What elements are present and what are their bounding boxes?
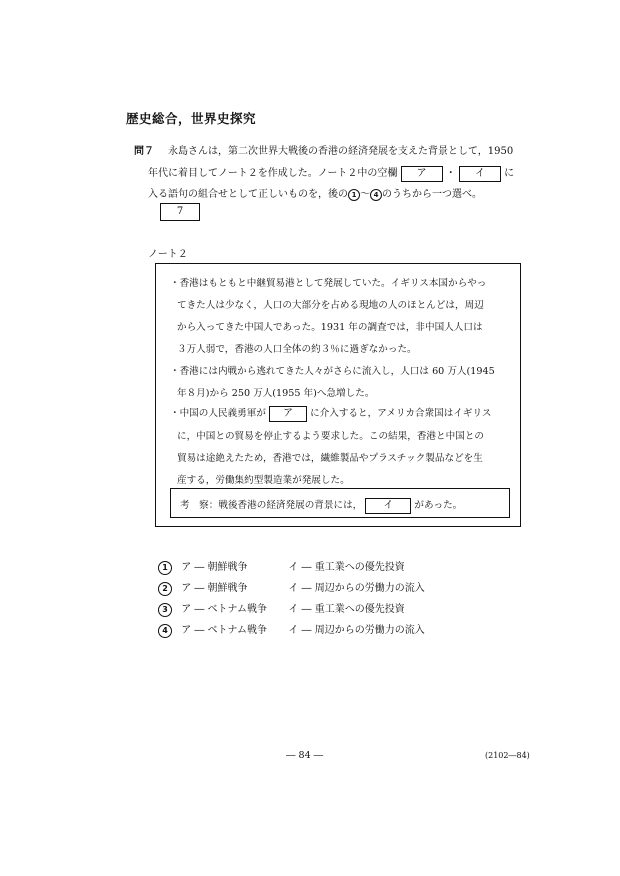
question-line-2-end: に xyxy=(504,168,515,179)
question-line-3-end: のうちから一つ選べ。 xyxy=(382,189,482,200)
note-line: から入ってきた中国人であった。1931 年の調査では，非中国人人口は xyxy=(177,322,483,333)
choice-number: 2 xyxy=(158,582,172,596)
choice-i: イ ― 周辺からの労働力の流入 xyxy=(288,583,425,594)
choice-a: ア ― 朝鮮戦争 xyxy=(181,583,248,594)
note-line: ３万人弱で，香港の人口全体の約３％に過ぎなかった。 xyxy=(177,344,417,355)
separator-dot: ・ xyxy=(445,168,456,179)
consideration-label: 考 察：戦後香港の経済発展の背景には， xyxy=(180,500,363,511)
choice-3[interactable] xyxy=(158,600,405,617)
note-line: てきた人は少なく，人口の大部分を占める現地の人のほとんどは，周辺 xyxy=(177,300,484,311)
consideration-end: があった。 xyxy=(414,500,463,511)
note-line: に，中国との貿易を停止するよう要求した。この結果，香港と中国との xyxy=(177,431,484,442)
note-line: 貿易は途絶えたため，香港では，繊維製品やプラスチック製品などを生 xyxy=(177,453,483,464)
choice-1[interactable] xyxy=(158,558,405,575)
page-number: ― 84 ― xyxy=(286,750,324,761)
page-code: (2102―84) xyxy=(485,751,530,760)
note-line: ・香港はもともと中継貿易港として発展していた。イギリス本国からやっ xyxy=(170,278,487,289)
question-line-3 xyxy=(148,185,482,201)
choice-number: 1 xyxy=(158,561,172,575)
choice-a: ア ― 朝鮮戦争 xyxy=(181,562,248,573)
note-title: ノート２ xyxy=(148,249,188,260)
choice-a: ア ― ベトナム戦争 xyxy=(181,604,268,615)
note-line: 産する，労働集約型製造業が発展した。 xyxy=(177,475,350,486)
note-line-7-end: に介入すると，アメリカ合衆国はイギリス xyxy=(310,408,492,419)
note-line-7-text: ・中国の人民義勇軍が xyxy=(170,408,266,419)
choice-i: イ ― 重工業への優先投資 xyxy=(288,604,405,615)
blank-i-box: イ xyxy=(459,166,501,182)
question-line-2-text: 年代に着目してノート２を作成した。ノート２中の空欄 xyxy=(148,168,398,179)
blank-a-box: ア xyxy=(401,166,443,182)
range-end-number: 4 xyxy=(370,189,382,201)
note-line: ・香港には内戦から逃れてきた人々がさらに流入し，人口は 60 万人(1945 xyxy=(170,366,495,377)
consideration-text xyxy=(180,497,462,514)
note-line: 年８月)から 250 万人(1955 年)へ急増した。 xyxy=(177,388,375,399)
answer-number-box: 7 xyxy=(160,203,200,221)
note-blank-a-box: ア xyxy=(269,406,307,422)
range-start-number: 1 xyxy=(348,189,360,201)
note-line-korean-war xyxy=(170,405,491,422)
choice-4[interactable] xyxy=(158,621,425,638)
question-label: 問７ xyxy=(134,146,154,157)
choice-i: イ ― 周辺からの労働力の流入 xyxy=(288,625,425,636)
choice-number: 3 xyxy=(158,603,172,617)
choice-number: 4 xyxy=(158,624,172,638)
choice-a: ア ― ベトナム戦争 xyxy=(181,625,268,636)
choice-i: イ ― 重工業への優先投資 xyxy=(288,562,405,573)
question-line-3-text: 入る語句の組合せとして正しいものを，後の xyxy=(148,189,348,200)
range-separator: ～ xyxy=(360,189,370,200)
question-line-1: 永島さんは，第二次世界大戦後の香港の経済発展を支えた背景として，1950 xyxy=(168,146,514,157)
section-title: 歴史総合，世界史探究 xyxy=(126,111,257,126)
question-line-2 xyxy=(148,164,514,182)
choice-2[interactable] xyxy=(158,579,425,596)
consideration-blank-i-box: イ xyxy=(365,498,411,514)
